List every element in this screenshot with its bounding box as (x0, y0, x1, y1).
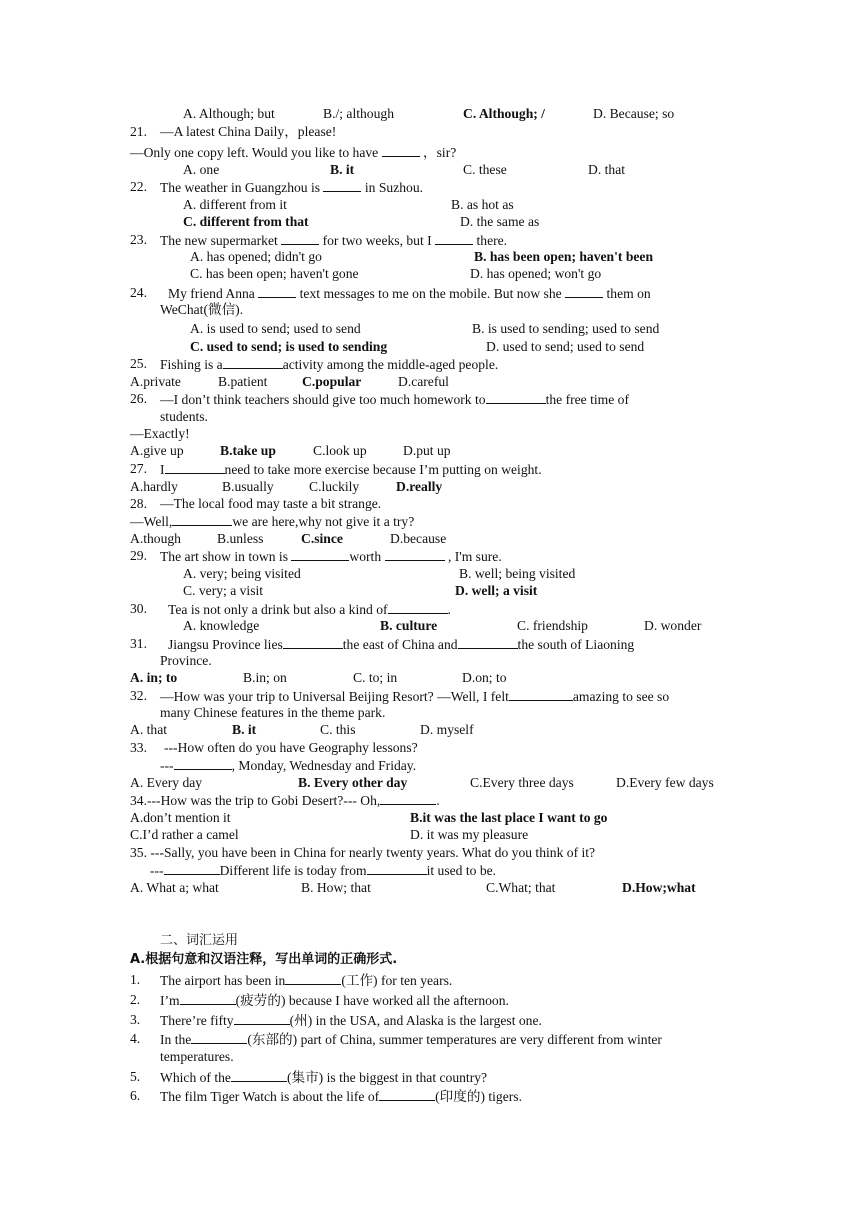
q22-option-b: B. as hot as (451, 197, 514, 212)
q29-option-c: C. very; a visit (183, 583, 264, 598)
q24-stem-line2: WeChat(微信). (160, 302, 244, 317)
vocab-3-text: There’re fifty (州) in the USA, and Alaska is the largest one. (160, 1013, 542, 1028)
q27-option-d: D.really (396, 479, 443, 494)
q25-stem: Fishing is a activity among the middle-aged people. (160, 357, 499, 372)
q26-option-d: D.put up (403, 443, 451, 458)
q24-option-d: D. used to send; used to send (486, 339, 645, 354)
q21-option-a: A. one (183, 162, 220, 177)
section-title: 二、词汇运用 (160, 933, 239, 948)
q26-option-b: B.take up (220, 443, 276, 458)
q29-option-b: B. well; being visited (459, 566, 576, 581)
q32-option-c: C. this (320, 722, 356, 737)
q23-number: 23. (130, 232, 147, 247)
q30-option-b: B. culture (380, 618, 438, 633)
q27-option-a: A.hardly (130, 479, 178, 494)
q27-option-c: C.luckily (309, 479, 360, 494)
q24-option-a: A. is used to send; used to send (190, 321, 361, 336)
q22-option-c: C. different from that (183, 214, 309, 229)
q22-number: 22. (130, 179, 147, 194)
q25-option-d: D.careful (398, 374, 449, 389)
q25-option-a: A.private (130, 374, 181, 389)
q33-option-b: B. Every other day (298, 775, 408, 790)
vocab-1-number: 1. (130, 972, 141, 987)
vocab-6-text: The film Tiger Watch is about the life of (印度的) tigers. (160, 1089, 522, 1104)
q27-stem: I need to take more exercise because I’m putting on weight. (160, 462, 542, 477)
q26-option-a: A.give up (130, 443, 184, 458)
q31-option-c: C. to; in (353, 670, 398, 685)
q26-stem-line3: —Exactly! (130, 426, 190, 441)
q33-stem: ---How often do you have Geography lessons? (164, 740, 418, 755)
q25-option-b: B.patient (218, 374, 268, 389)
q24-stem: My friend Anna text messages to me on the mobile. But now she them on (168, 286, 651, 301)
vocab-5-number: 5. (130, 1069, 141, 1084)
q31-option-b: B.in; on (243, 670, 287, 685)
q34-option-a: A.don’t mention it (130, 810, 231, 825)
q21-option-d: D. that (588, 162, 625, 177)
q23-option-a: A. has opened; didn't go (190, 249, 322, 264)
q31-stem-line2: Province. (160, 653, 212, 668)
q28-number: 28. (130, 496, 147, 511)
q35-stem: 35. ---Sally, you have been in China for nearly twenty years. What do you think of it? (130, 845, 596, 860)
q26-stem-line2: students. (160, 409, 208, 424)
q23-option-c: C. has been open; haven't gone (190, 266, 359, 281)
q24-option-c: C. used to send; is used to sending (190, 339, 388, 354)
vocab-4-number: 4. (130, 1031, 141, 1046)
q28-option-b: B.unless (217, 531, 264, 546)
q35-option-d: D.How;what (622, 880, 696, 895)
vocab-1-text: The airport has been in (工作) for ten years. (160, 973, 453, 988)
q20-option-a: A. Although; but (183, 106, 275, 121)
q31-option-a: A. in; to (130, 670, 178, 685)
q31-option-d: D.on; to (462, 670, 507, 685)
q22-option-a: A. different from it (183, 197, 287, 212)
q29-number: 29. (130, 548, 147, 563)
q34-stem: 34.---How was the trip to Gobi Desert?--- Oh, . (130, 793, 440, 808)
q34-option-d: D. it was my pleasure (410, 827, 529, 842)
q33-option-c: C.Every three days (470, 775, 574, 790)
q33-option-d: D.Every few days (616, 775, 714, 790)
q35-option-c: C.What; that (486, 880, 556, 895)
vocab-2-text: I’m (疲劳的) because I have worked all the afternoon. (160, 993, 509, 1008)
q21-stem-line2: —Only one copy left. Would you like to have ，sir? (130, 145, 457, 160)
q35-option-b: B. How; that (301, 880, 371, 895)
q34-option-c: C.I’d rather a camel (130, 827, 239, 842)
q33-option-a: A. Every day (130, 775, 203, 790)
q30-option-a: A. knowledge (183, 618, 260, 633)
q23-option-d: D. has opened; won't go (470, 266, 602, 281)
vocab-3-number: 3. (130, 1012, 141, 1027)
q35-stem-line2: --- Different life is today from it used to be. (150, 863, 497, 878)
q32-option-a: A. that (130, 722, 167, 737)
q21-option-b: B. it (330, 162, 355, 177)
q28-option-c: C.since (301, 531, 343, 546)
q28-option-a: A.though (130, 531, 181, 546)
q24-option-b: B. is used to sending; used to send (472, 321, 660, 336)
vocab-6-number: 6. (130, 1088, 141, 1103)
q26-option-c: C.look up (313, 443, 367, 458)
q29-option-a: A. very; being visited (183, 566, 301, 581)
q32-option-d: D. myself (420, 722, 474, 737)
q34-option-b: B.it was the last place I want to go (410, 810, 608, 825)
q20-option-b: B./; although (323, 106, 394, 121)
q30-stem: Tea is not only a drink but also a kind of . (168, 602, 451, 617)
vocab-4-text: In the (东部的) part of China, summer temperatures are very different from winter (160, 1032, 662, 1047)
q28-stem-line2: —Well, we are here,why not give it a try? (130, 514, 415, 529)
q26-number: 26. (130, 391, 147, 406)
q32-stem: —How was your trip to Universal Beijing Resort? —Well, I felt amazing to see so (160, 689, 670, 704)
q32-stem-line2: many Chinese features in the theme park. (160, 705, 386, 720)
q32-option-b: B. it (232, 722, 257, 737)
q21-option-c: C. these (463, 162, 507, 177)
q28-option-d: D.because (390, 531, 447, 546)
q27-number: 27. (130, 461, 147, 476)
q20-option-c: C. Although; / (463, 106, 545, 121)
q20-option-d: D. Because; so (593, 106, 675, 121)
q33-number: 33. (130, 740, 147, 755)
q29-option-d: D. well; a visit (455, 583, 538, 598)
q30-number: 30. (130, 601, 147, 616)
q23-option-b: B. has been open; haven't been (474, 249, 654, 264)
q24-number: 24. (130, 285, 147, 300)
q25-number: 25. (130, 356, 147, 371)
vocab-5-text: Which of the (集市) is the biggest in that country? (160, 1070, 488, 1085)
section-subtitle: A.根据句意和汉语注释，写出单词的正确形式. (130, 952, 398, 967)
q21-stem: —A latest China Daily，please! (160, 124, 337, 139)
q33-stem-line2: --- , Monday, Wednesday and Friday. (160, 758, 417, 773)
q29-stem: The art show in town is worth , I'm sure. (160, 549, 502, 564)
q28-stem: —The local food may taste a bit strange. (160, 496, 382, 511)
vocab-4-text-line2: temperatures. (160, 1049, 234, 1064)
q27-option-b: B.usually (222, 479, 274, 494)
q31-number: 31. (130, 636, 147, 651)
q30-option-c: C. friendship (517, 618, 588, 633)
q26-stem: —I don’t think teachers should give too much homework to the free time of (160, 392, 629, 407)
q21-number: 21. (130, 124, 147, 139)
q31-stem: Jiangsu Province lies the east of China and the south of Liaoning (168, 637, 635, 652)
q35-option-a: A. What a; what (130, 880, 219, 895)
q22-option-d: D. the same as (460, 214, 540, 229)
q25-option-c: C.popular (302, 374, 362, 389)
q23-stem: The new supermarket for two weeks, but I there. (160, 233, 508, 248)
vocab-2-number: 2. (130, 992, 141, 1007)
q30-option-d: D. wonder (644, 618, 702, 633)
q22-stem: The weather in Guangzhou is in Suzhou. (160, 180, 424, 195)
q32-number: 32. (130, 688, 147, 703)
